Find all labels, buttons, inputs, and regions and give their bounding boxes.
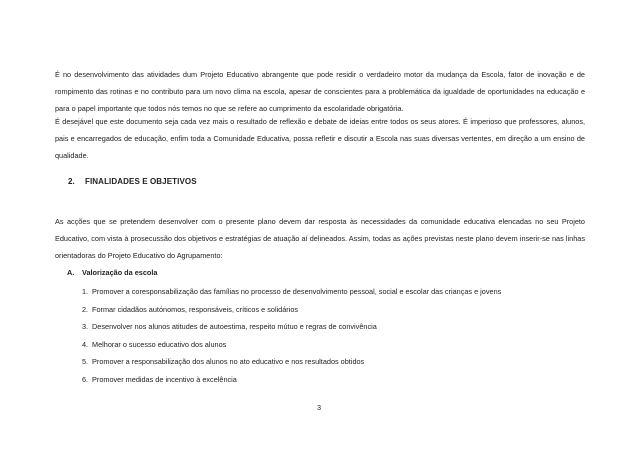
list-item-text: Melhorar o sucesso educativo dos alunos — [92, 339, 227, 349]
list-item — [82, 371, 501, 389]
list-item-text: Promover a responsabilização dos alunos no ato educativo e nos resultados obtidos — [92, 357, 365, 367]
list-item — [82, 336, 501, 354]
list-item — [82, 283, 501, 301]
list-item-number: 4. — [82, 339, 89, 349]
section-title: FINALIDADES E OBJETIVOS — [85, 177, 197, 186]
section-intro-paragraph: As acções que se pretendem desenvolver com o presente plano devem dar resposta às necessidades da comunidade educativa elencadas no seu Projeto Educativo, com vista à prosecussão dos objetivos e estratégias de atuação aí delineados. Assim, todas as ações previstas neste plano devem inserir-se nas linhas orientadoras do Projeto Educativo do Agrupamento: — [55, 217, 585, 260]
list-item-text: Promover a coresponsabilização das famílias no processo de desenvolvimento pessoal, social e escolar das crianças e jovens — [92, 287, 502, 296]
list-item — [82, 318, 501, 336]
section-number: 2. — [68, 177, 75, 186]
list-item — [82, 301, 501, 319]
subsection-letter: A. — [67, 268, 75, 277]
subsection-heading — [67, 268, 157, 277]
list-item-text: Promover medidas de incentivo à excelência — [92, 374, 237, 384]
objectives-list — [82, 283, 501, 389]
intro-paragraph-2: É desejável que este documento seja cada vez mais o resultado de reflexão e debate de ideias entre todos os seus atores. É imperioso que professores, alunos, pais e encarregados de educação, enfim toda a Comunidade Educativa, possa refletir e discutir a Escola nas suas diversas vertentes, em direção a um ensino de qualidade. — [55, 117, 585, 160]
section-heading — [68, 177, 197, 186]
page-number: 3 — [316, 403, 322, 412]
list-item-number: 3. — [82, 322, 89, 332]
list-item-text: Desenvolver nos alunos atitudes de autoestima, respeito mútuo e regras de convivência — [92, 322, 377, 332]
list-item-number: 6. — [82, 374, 89, 384]
intro-paragraph-1: É no desenvolvimento das atividades dum Projeto Educativo abrangente que pode residir o verdadeiro motor da mudança da Escola, fator de inovação e de rompimento das rotinas e no contributo para um novo clima na escola, apesar de conscientes para a problemática da igualdade de oportunidades na educação e para o papel importante que todos nós temos no que se refere ao cumprimento da escolaridade obrigatória. — [55, 70, 585, 113]
list-item-number: 5. — [82, 357, 89, 367]
list-item-number: 2. — [82, 304, 89, 314]
subsection-title: Valorização da escola — [82, 268, 158, 277]
list-item-number: 1. — [82, 287, 89, 296]
list-item-text: Formar cidadãos autónomos, responsáveis, críticos e solidários — [92, 304, 299, 314]
list-item — [82, 353, 501, 371]
